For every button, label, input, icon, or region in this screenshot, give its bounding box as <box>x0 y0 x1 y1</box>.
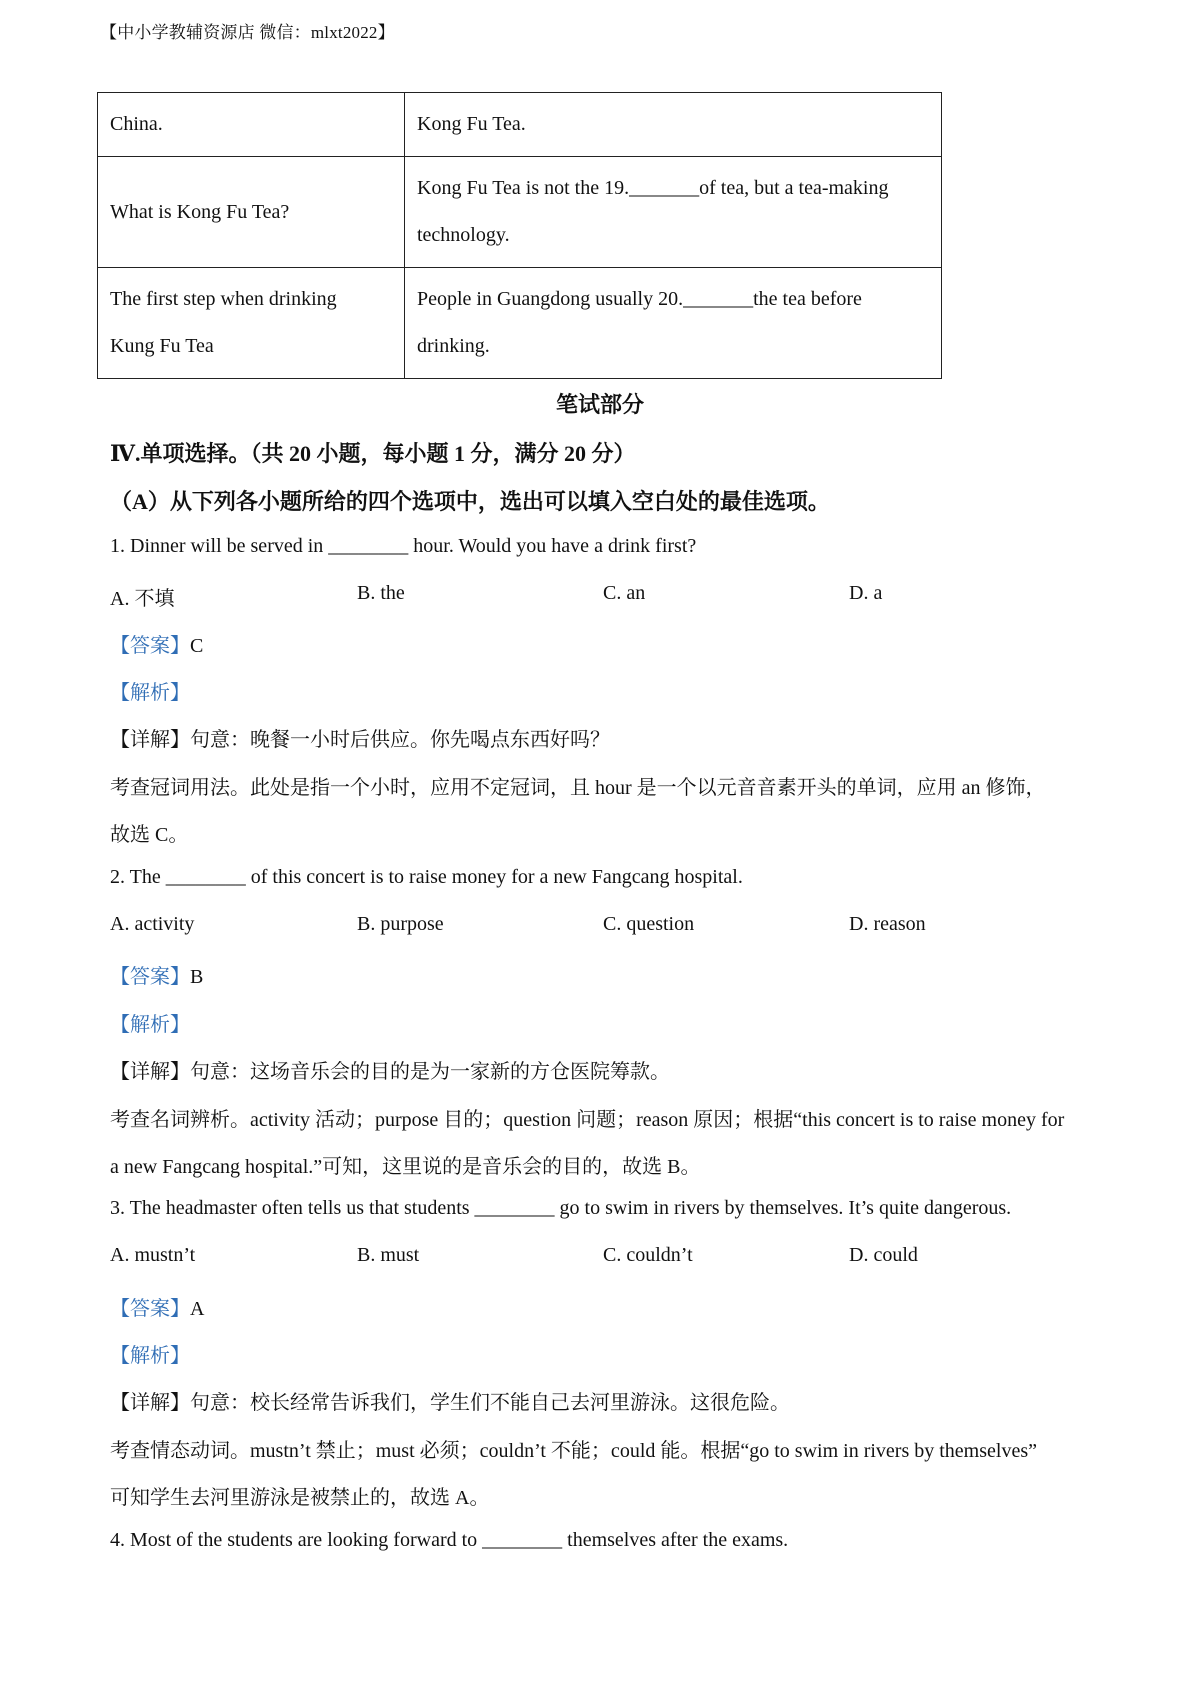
table-cell <box>405 268 942 379</box>
cell-line: technology. <box>417 224 510 246</box>
cell-line: drinking. <box>417 335 490 357</box>
answer-label: 【答案】 <box>110 966 190 988</box>
cell-line: The first step when drinking <box>110 288 337 310</box>
section-title: 笔试部分 <box>555 392 644 417</box>
analysis-label: 【解析】 <box>110 1014 190 1036</box>
explanation-line: a new Fangcang hospital.”可知，这里说的是音乐会的目的，故选 B。 <box>110 1156 701 1178</box>
table-row <box>98 268 942 379</box>
explanation-line: 考查冠词用法。此处是指一个小时，应用不定冠词，且 hour 是一个以元音音素开头的单词，应用 an 修饰， <box>110 777 1046 799</box>
table-cell <box>98 268 405 379</box>
option-a: A. mustn’t <box>110 1244 196 1266</box>
option-a: A. activity <box>110 913 195 935</box>
cell-line: Kong Fu Tea is not the 19._______of tea, but a tea-making <box>417 177 889 199</box>
explanation-line: 考查情态动词。mustn’t 禁止；must 必须；couldn’t 不能；could 能。根据“go to swim in rivers by themselves” <box>110 1440 1037 1462</box>
answer-line <box>110 1292 204 1321</box>
table-row <box>98 93 942 157</box>
cell-line: People in Guangdong usually 20._______the tea before <box>417 288 862 310</box>
answer-label: 【答案】 <box>110 635 190 657</box>
cell-line: Kung Fu Tea <box>110 335 214 357</box>
answer-label: 【答案】 <box>110 1298 190 1320</box>
question-stem: 1. Dinner will be served in ________ hour. Would you have a drink first? <box>110 535 697 557</box>
option-c: C. question <box>603 913 695 935</box>
detail-line: 【详解】句意：这场音乐会的目的是为一家新的方仓医院筹款。 <box>110 1061 670 1083</box>
option-c: C. an <box>603 582 646 604</box>
explanation-line: 考查名词辨析。activity 活动；purpose 目的；question 问题；reason 原因；根据“this concert is to raise money for <box>110 1109 1065 1131</box>
answer-line <box>110 960 203 989</box>
kong-fu-tea-table <box>97 92 942 379</box>
table-cell: What is Kong Fu Tea? <box>98 157 405 268</box>
analysis-label: 【解析】 <box>110 1345 190 1367</box>
option-d: D. could <box>849 1244 918 1266</box>
option-d: D. reason <box>849 913 926 935</box>
part-subheading: （A）从下列各小题所给的四个选项中，选出可以填入空白处的最佳选项。 <box>110 489 830 514</box>
option-a: A. 不填 <box>110 588 175 610</box>
table-cell <box>405 157 942 268</box>
explanation-line: 可知学生去河里游泳是被禁止的，故选 A。 <box>110 1487 490 1509</box>
detail-line: 【详解】句意：校长经常告诉我们，学生们不能自己去河里游泳。这很危险。 <box>110 1392 790 1414</box>
option-b: B. must <box>357 1244 420 1266</box>
answer-value: B <box>190 966 204 988</box>
part-heading: Ⅳ.单项选择。（共 20 小题，每小题 1 分，满分 20 分） <box>110 441 636 466</box>
answer-line <box>110 629 203 658</box>
answer-value: A <box>190 1298 205 1320</box>
answer-value: C <box>190 635 204 657</box>
table-cell: Kong Fu Tea. <box>405 93 942 157</box>
option-c: C. couldn’t <box>603 1244 693 1266</box>
option-d: D. a <box>849 582 883 604</box>
table-cell: China. <box>98 93 405 157</box>
question-stem: 3. The headmaster often tells us that students ________ go to swim in rivers by themselves. It’s quite dangerous. <box>110 1197 1012 1219</box>
question-stem: 4. Most of the students are looking forward to ________ themselves after the exams. <box>110 1529 789 1551</box>
header-watermark: 【中小学教辅资源店 微信：mlxt2022】 <box>100 23 395 42</box>
table-row <box>98 157 942 268</box>
detail-line: 【详解】句意：晚餐一小时后供应。你先喝点东西好吗？ <box>110 729 610 751</box>
option-b: B. purpose <box>357 913 444 935</box>
question-stem: 2. The ________ of this concert is to raise money for a new Fangcang hospital. <box>110 866 743 888</box>
option-b: B. the <box>357 582 405 604</box>
explanation-line: 故选 C。 <box>110 824 189 846</box>
analysis-label: 【解析】 <box>110 682 190 704</box>
